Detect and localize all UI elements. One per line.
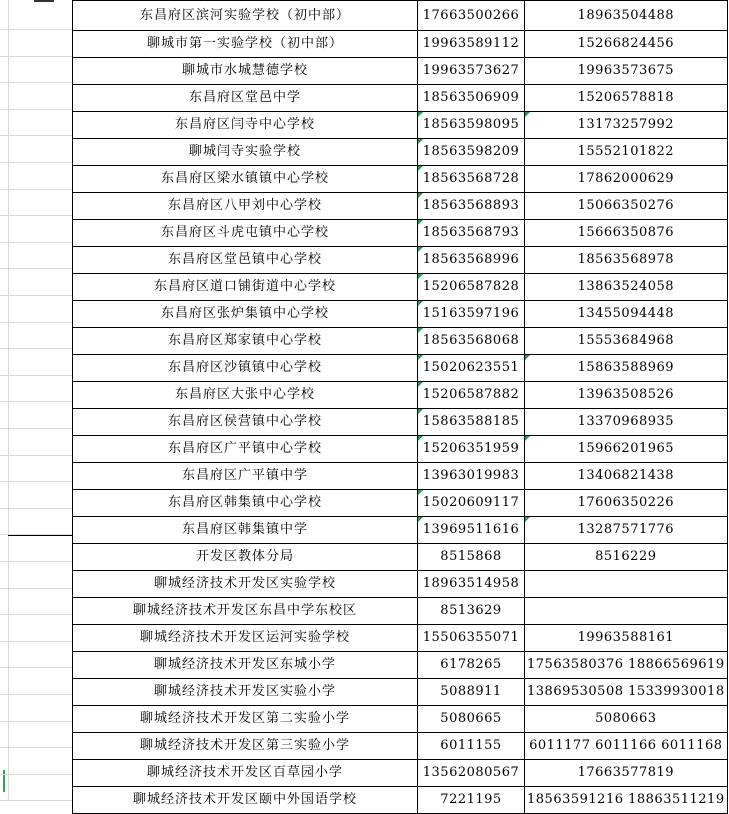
school-name-cell[interactable]: 聊城市水城慧德学校 (73, 58, 418, 85)
gutter-gridline (0, 694, 72, 695)
phone-secondary-cell[interactable]: 13406821438 (525, 463, 728, 490)
phone-secondary-cell[interactable]: 17862000629 (525, 166, 728, 193)
phone-primary-cell[interactable]: 6178265 (418, 652, 525, 679)
school-name-cell[interactable]: 东昌府区斗虎屯镇中心学校 (73, 220, 418, 247)
school-name-cell[interactable]: 聊城经济技术开发区颐中外国语学校 (73, 787, 418, 814)
school-name-cell[interactable]: 东昌府区郑家镇中心学校 (73, 328, 418, 355)
gutter-gridline (0, 375, 72, 376)
gutter-gridline (0, 774, 72, 775)
phone-secondary-cell[interactable]: 19963588161 (525, 625, 728, 652)
school-name-cell[interactable]: 东昌府区广平镇中心学校 (73, 436, 418, 463)
phone-secondary-cell[interactable]: 13173257992 (525, 112, 728, 139)
phone-primary-cell[interactable]: 13969511616 (418, 517, 525, 544)
school-name-cell[interactable]: 聊城闫寺实验学校 (73, 139, 418, 166)
table-row (73, 409, 728, 436)
table-row (73, 220, 728, 247)
gutter-gridline (0, 667, 72, 668)
table-row (73, 58, 728, 85)
school-name-cell[interactable]: 聊城经济技术开发区第三实验小学 (73, 733, 418, 760)
phone-secondary-cell[interactable]: 13370968935 (525, 409, 728, 436)
table-row (73, 247, 728, 274)
gutter-gridline (0, 109, 72, 110)
table-row (73, 598, 728, 625)
school-name-cell[interactable]: 东昌府区张炉集镇中心学校 (73, 301, 418, 328)
school-name-cell[interactable]: 东昌府区大张中心学校 (73, 382, 418, 409)
school-name-cell[interactable]: 聊城经济技术开发区第二实验小学 (73, 706, 418, 733)
phone-secondary-cell[interactable]: 15066350276 (525, 193, 728, 220)
phone-primary-cell[interactable]: 18563568893 (418, 193, 525, 220)
phone-secondary-cell[interactable]: 15666350876 (525, 220, 728, 247)
phone-secondary-cell[interactable]: 13869530508 15339930018 (525, 679, 728, 706)
phone-secondary-cell[interactable]: 13963508526 (525, 382, 728, 409)
table-row (73, 31, 728, 58)
school-name-cell[interactable]: 东昌府区堂邑镇中心学校 (73, 247, 418, 274)
gutter-gridline (0, 455, 72, 456)
phone-secondary-cell[interactable]: 15266824456 (525, 31, 728, 58)
gutter-gridline (0, 481, 72, 482)
table-row (73, 166, 728, 193)
phone-primary-cell[interactable]: 18563506909 (418, 85, 525, 112)
phone-primary-cell[interactable]: 15863588185 (418, 409, 525, 436)
table-row (73, 760, 728, 787)
table-row (73, 328, 728, 355)
phone-secondary-cell[interactable]: 15552101822 (525, 139, 728, 166)
gutter-gridline (0, 534, 72, 535)
phone-primary-cell[interactable]: 13963019983 (418, 463, 525, 490)
phone-primary-cell[interactable]: 15506355071 (418, 625, 525, 652)
gutter-gridline (0, 29, 72, 30)
phone-secondary-cell[interactable]: 19963573675 (525, 58, 728, 85)
table-row (73, 706, 728, 733)
gutter-gridline (0, 800, 72, 801)
phone-secondary-cell[interactable]: 17606350226 (525, 490, 728, 517)
phone-primary-cell[interactable]: 13562080567 (418, 760, 525, 787)
table-row (73, 679, 728, 706)
table-row (73, 652, 728, 679)
phone-primary-cell[interactable]: 15206587828 (418, 274, 525, 301)
phone-secondary-cell[interactable]: 17663577819 (525, 760, 728, 787)
table-row (73, 274, 728, 301)
gutter-gridline (0, 268, 72, 269)
table-row (73, 193, 728, 220)
school-name-cell[interactable]: 聊城市第一实验学校（初中部） (73, 31, 418, 58)
phone-primary-cell[interactable]: 18563568793 (418, 220, 525, 247)
school-name-cell[interactable]: 东昌府区韩集镇中心学校 (73, 490, 418, 517)
phone-primary-cell[interactable]: 15206587882 (418, 382, 525, 409)
school-name-cell[interactable]: 东昌府区韩集镇中学 (73, 517, 418, 544)
phone-secondary-cell[interactable]: 18563591216 18863511219 (525, 787, 728, 814)
phone-primary-cell[interactable]: 17663500266 (418, 1, 525, 31)
row-gutter (0, 0, 72, 800)
phone-primary-cell[interactable]: 18563568068 (418, 328, 525, 355)
phone-primary-cell[interactable]: 15020623551 (418, 355, 525, 382)
phone-secondary-cell[interactable]: 5080663 (525, 706, 728, 733)
table-row (73, 733, 728, 760)
school-name-cell[interactable]: 聊城经济技术开发区实验学校 (73, 571, 418, 598)
table-row (73, 490, 728, 517)
gutter-gridline (0, 721, 72, 722)
phone-primary-cell[interactable]: 19963573627 (418, 58, 525, 85)
table-row (73, 517, 728, 544)
phone-secondary-cell[interactable]: 6011177 6011166 6011168 (525, 733, 728, 760)
phone-secondary-cell[interactable] (525, 571, 728, 598)
table-row (73, 436, 728, 463)
phone-primary-cell[interactable]: 19963589112 (418, 31, 525, 58)
table-row (73, 571, 728, 598)
table-row (73, 544, 728, 571)
school-name-cell[interactable]: 东昌府区侯营镇中心学校 (73, 409, 418, 436)
school-name-cell[interactable]: 东昌府区闫寺中心学校 (73, 112, 418, 139)
school-name-cell[interactable]: 聊城经济技术开发区东昌中学东校区 (73, 598, 418, 625)
phone-primary-cell[interactable]: 15020609117 (418, 490, 525, 517)
gutter-gridline (0, 242, 72, 243)
phone-primary-cell[interactable]: 18563568996 (418, 247, 525, 274)
phone-secondary-cell[interactable]: 15206578818 (525, 85, 728, 112)
phone-secondary-cell[interactable]: 18563568978 (525, 247, 728, 274)
gutter-gridline (0, 189, 72, 190)
gutter-gridline (0, 428, 72, 429)
phone-secondary-cell[interactable]: 13287571776 (525, 517, 728, 544)
phone-secondary-cell[interactable]: 13455094448 (525, 301, 728, 328)
phone-secondary-cell[interactable]: 15553684968 (525, 328, 728, 355)
phone-primary-cell[interactable]: 8513629 (418, 598, 525, 625)
gutter-gridline (0, 508, 72, 509)
school-name-cell[interactable]: 东昌府区八甲刘中心学校 (73, 193, 418, 220)
phone-secondary-cell[interactable]: 15966201965 (525, 436, 728, 463)
school-name-cell[interactable]: 聊城经济技术开发区运河实验学校 (73, 625, 418, 652)
gutter-gridline (0, 747, 72, 748)
table-row (73, 355, 728, 382)
phone-primary-cell[interactable]: 6011155 (418, 733, 525, 760)
gutter-gridline (0, 348, 72, 349)
gutter-gridline (0, 588, 72, 589)
gutter-gridline (0, 162, 72, 163)
phone-primary-cell[interactable]: 8515868 (418, 544, 525, 571)
gutter-gridline (0, 215, 72, 216)
school-name-cell[interactable]: 聊城经济技术开发区实验小学 (73, 679, 418, 706)
gutter-mark (34, 0, 54, 2)
phone-primary-cell[interactable]: 5088911 (418, 679, 525, 706)
gutter-gridline (0, 401, 72, 402)
phone-primary-cell[interactable]: 5080665 (418, 706, 525, 733)
phone-secondary-cell[interactable]: 13863524058 (525, 274, 728, 301)
gutter-gridline (0, 82, 72, 83)
gutter-gridline (0, 135, 72, 136)
school-name-cell[interactable]: 东昌府区堂邑中学 (73, 85, 418, 112)
school-name-cell[interactable]: 聊城经济技术开发区东城小学 (73, 652, 418, 679)
table-row (73, 787, 728, 814)
school-name-cell[interactable]: 东昌府区沙镇镇中心学校 (73, 355, 418, 382)
phone-secondary-cell[interactable]: 17563580376 18866569619 (525, 652, 728, 679)
school-name-cell[interactable]: 东昌府区滨河实验学校（初中部） (73, 1, 418, 31)
table-row (73, 382, 728, 409)
phone-primary-cell[interactable]: 18563598209 (418, 139, 525, 166)
phone-primary-cell[interactable]: 7221195 (418, 787, 525, 814)
school-name-cell[interactable]: 东昌府区广平镇中学 (73, 463, 418, 490)
phone-secondary-cell[interactable]: 15863588969 (525, 355, 728, 382)
school-contact-table (72, 0, 728, 814)
table-row (73, 139, 728, 166)
gutter-gridline (0, 561, 72, 562)
phone-primary-cell[interactable]: 18963514958 (418, 571, 525, 598)
phone-secondary-cell[interactable] (525, 598, 728, 625)
phone-primary-cell[interactable]: 15163597196 (418, 301, 525, 328)
gutter-gridline (0, 322, 72, 323)
table-row (73, 85, 728, 112)
table-row (73, 112, 728, 139)
table-row (73, 1, 728, 31)
table-row (73, 463, 728, 490)
phone-primary-cell[interactable]: 18563568728 (418, 166, 525, 193)
table-row (73, 625, 728, 652)
phone-primary-cell[interactable]: 15206351959 (418, 436, 525, 463)
gutter-gridline (0, 614, 72, 615)
school-name-cell[interactable]: 东昌府区道口铺街道中心学校 (73, 274, 418, 301)
gutter-gridline (8, 0, 9, 800)
school-name-cell[interactable]: 开发区教体分局 (73, 544, 418, 571)
phone-secondary-cell[interactable]: 8516229 (525, 544, 728, 571)
table-row (73, 301, 728, 328)
gutter-gridline (0, 295, 72, 296)
school-name-cell[interactable]: 东昌府区梁水镇镇中心学校 (73, 166, 418, 193)
gutter-gridline (0, 56, 72, 57)
school-name-cell[interactable]: 聊城经济技术开发区百草园小学 (73, 760, 418, 787)
phone-secondary-cell[interactable]: 18963504488 (525, 1, 728, 31)
gutter-gridline (0, 641, 72, 642)
phone-primary-cell[interactable]: 18563598095 (418, 112, 525, 139)
